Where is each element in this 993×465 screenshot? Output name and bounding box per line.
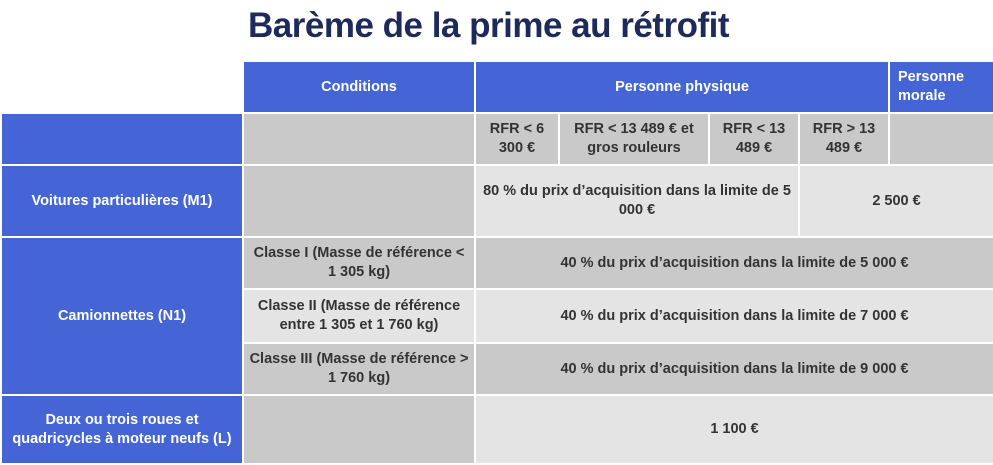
- subheader-rfr-1: RFR < 6 300 €: [475, 113, 559, 165]
- value-n1-class1: 40 % du prix d’acquisition dans la limite de 5 000 €: [475, 237, 993, 289]
- prime-table: [0, 60, 993, 465]
- value-n1-class2: 40 % du prix d’acquisition dans la limite de 7 000 €: [475, 289, 993, 343]
- header-row: [1, 61, 993, 113]
- value-l: 1 100 €: [475, 395, 993, 464]
- condition-l-blank: [243, 395, 475, 464]
- row-label-m1: Voitures particulières (M1): [1, 165, 243, 237]
- condition-n1-class3: Classe III (Masse de référence > 1 760 kg): [243, 343, 475, 395]
- row-label-l: Deux ou trois roues et quadricycles à moteur neufs (L): [1, 395, 243, 464]
- subheader-blank: [1, 113, 243, 165]
- value-m1-physique: 80 % du prix d’acquisition dans la limite de 5 000 €: [475, 165, 799, 237]
- value-m1-morale: 2 500 €: [799, 165, 993, 237]
- subheader-row: [1, 113, 993, 165]
- row-l: [1, 395, 993, 464]
- header-personne-morale: Personne morale: [889, 61, 993, 113]
- row-label-n1: Camionnettes (N1): [1, 237, 243, 395]
- subheader-rfr-2: RFR < 13 489 € et gros rouleurs: [559, 113, 709, 165]
- row-m1: [1, 165, 993, 237]
- subheader-morale-blank: [889, 113, 993, 165]
- header-personne-physique: Personne physique: [475, 61, 889, 113]
- condition-m1-blank: [243, 165, 475, 237]
- row-n1-class1: [1, 237, 993, 289]
- subheader-rfr-4: RFR > 13 489 €: [799, 113, 889, 165]
- header-conditions: Conditions: [243, 61, 475, 113]
- subheader-conditions-blank: [243, 113, 475, 165]
- condition-n1-class1: Classe I (Masse de référence < 1 305 kg): [243, 237, 475, 289]
- condition-n1-class2: Classe II (Masse de référence entre 1 305 et 1 760 kg): [243, 289, 475, 343]
- page-title: Barème de la prime au rétrofit: [248, 6, 729, 45]
- subheader-rfr-3: RFR < 13 489 €: [709, 113, 799, 165]
- value-n1-class3: 40 % du prix d’acquisition dans la limite de 9 000 €: [475, 343, 993, 395]
- corner-cell: [1, 61, 243, 113]
